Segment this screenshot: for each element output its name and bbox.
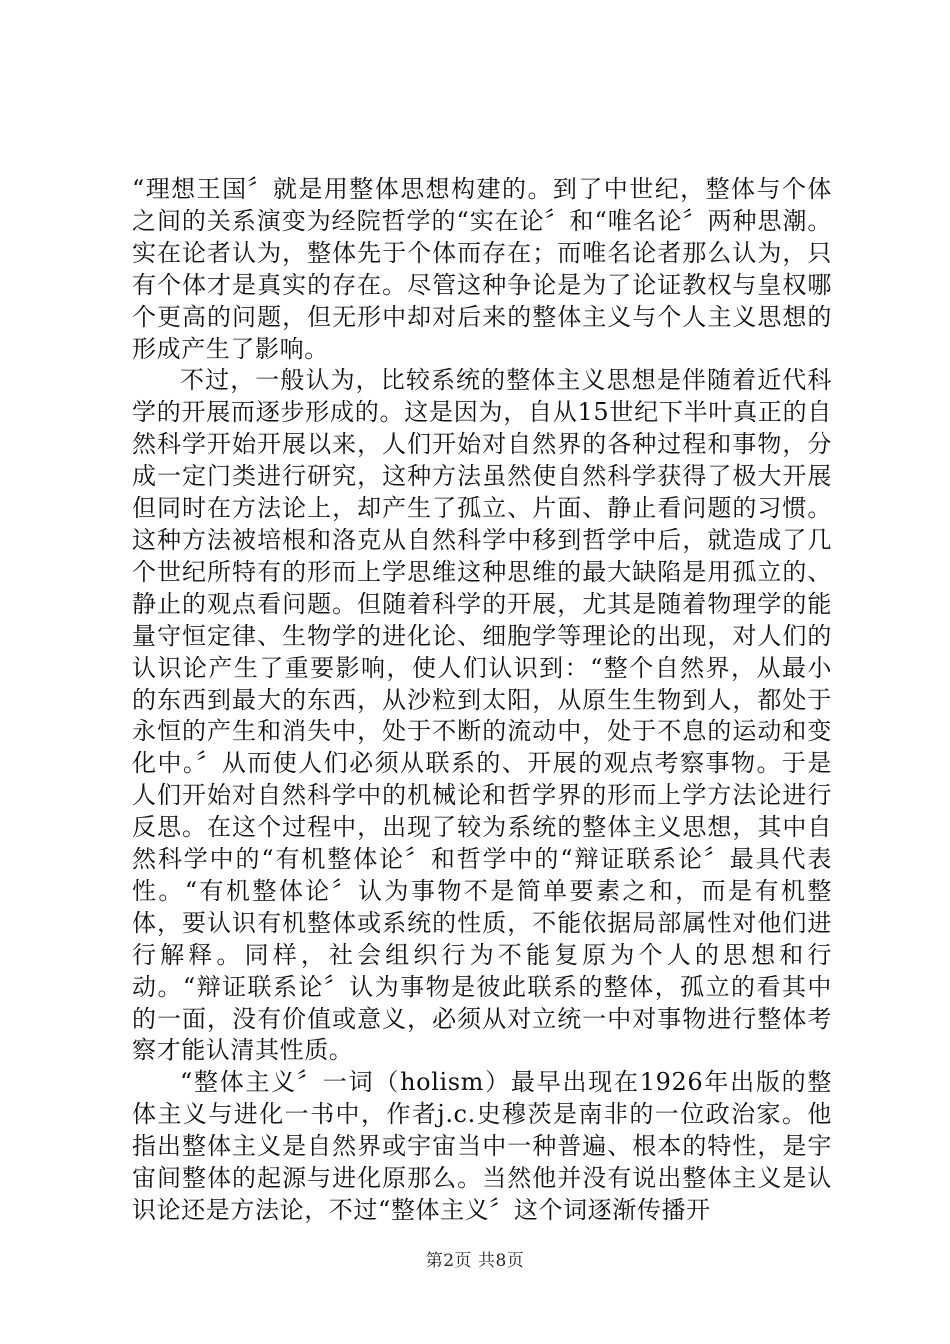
- paragraph-modern-science: 不过，一般认为，比较系统的整体主义思想是伴随着近代科学的开展而逐步形成的。这是因为，自从15世纪下半叶真正的自然科学开始开展以来，人们开始对自然界的各种过程和事物，分成一定门类进行研究，这种方法虽然使自然科学获得了极大开展但同时在方法论上，却产生了孤立、片面、静止看问题的习惯。这种方法被培根和洛克从自然科学中移到哲学中后，就造成了几个世纪所特有的形而上学思维这种思维的最大缺陷是用孤立的、静止的观点看问题。但随着科学的开展，尤其是随着物理学的能量守恒定律、生物学的进化论、细胞学等理论的出现，对人们的认识论产生了重要影响，使人们认识到：“整个自然界，从最小的东西到最大的东西，从沙粒到太阳，从原生生物到人，都处于永恒的产生和消失中，处于不断的流动中，处于不息的运动和变化中。〞从而使人们必须从联系的、开展的观点考察事物。于是人们开始对自然科学中的机械论和哲学界的形而上学方法论进行反思。在这个过程中，出现了较为系统的整体主义思想，其中自然科学中的“有机整体论〞和哲学中的“辩证联系论〞最具代表性。“有机整体论〞认为事物不是简单要素之和，而是有机整体，要认识有机整体或系统的性质，不能依据局部属性对他们进行解释。同样，社会组织行为不能复原为个人的思想和行动。“辩证联系论〞认为事物是彼此联系的整体，孤立的看其中的一面，没有价值或意义，必须从对立统一中对事物进行整体考察才能认清其性质。: [132, 366, 832, 1065]
- page-footer: 第2页 共8页: [425, 1251, 525, 1271]
- paragraph-continued: “理想王国〞就是用整体思想构建的。到了中世纪，整体与个体之间的关系演变为经院哲学的“实在论〞和“唯名论〞两种思潮。实在论者认为，整体先于个体而存在；而唯名论者那么认为，只有个体才是真实的存在。尽管这种争论是为了论证教权与皇权哪个更高的问题，但无形中却对后来的整体主义与个人主义思想的形成产生了影响。: [132, 175, 832, 363]
- body-text: [132, 174, 832, 1227]
- paragraph-holism-term: “整体主义〞一词（holism）最早出现在1926年出版的整体主义与进化一书中，作者j.c.史穆茨是南非的一位政治家。他指出整体主义是自然界或宇宙当中一种普遍、根本的特性，是宇宙间整体的起源与进化原那么。当然他并没有说出整体主义是认识论还是方法论，不过“整体主义〞这个词逐渐传播开: [132, 1068, 832, 1224]
